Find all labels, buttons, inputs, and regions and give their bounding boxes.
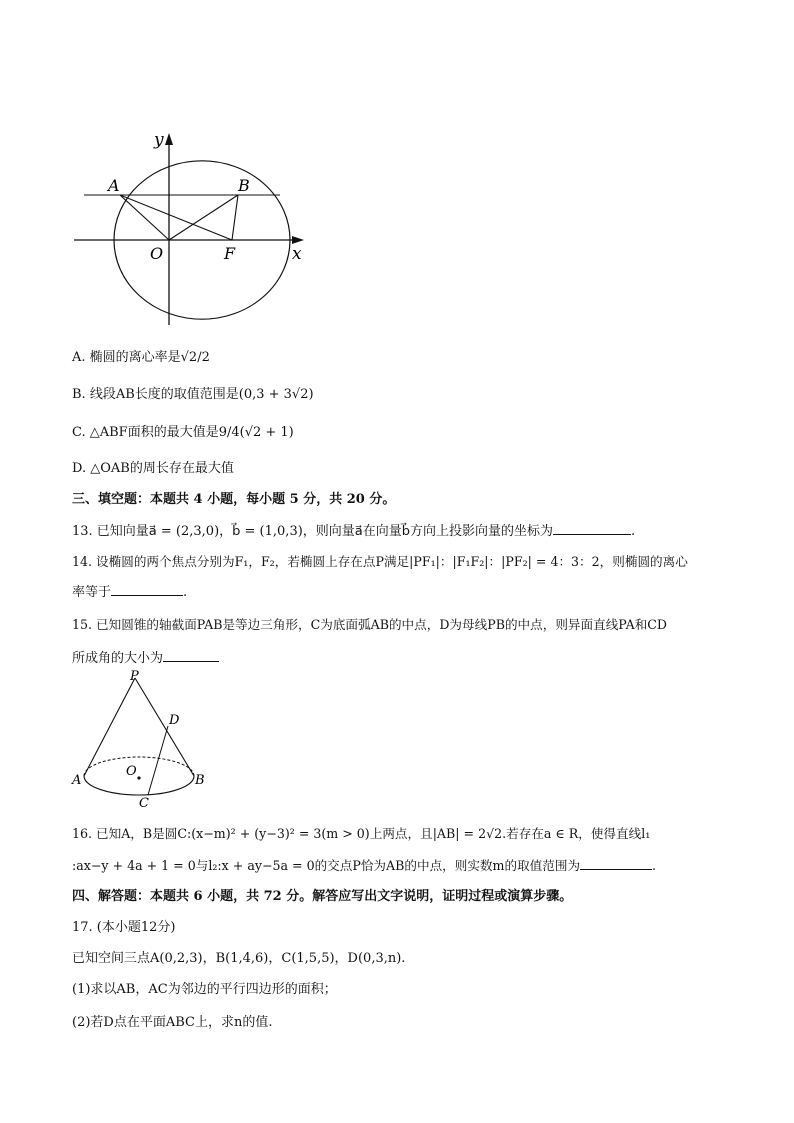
base-back-arc [84,757,194,776]
question-14-end: . [183,585,188,600]
option-c: C. △ABF面积的最大值是9/4(√2 + 1) [72,425,294,440]
label-a2: A [72,773,82,788]
label-x: x [292,244,302,264]
question-17-title: 17. (本小题12分) [72,920,176,935]
label-a: A [108,176,120,195]
question-14-text2: 率等于 [72,585,112,600]
question-13 [72,520,635,539]
segment-bf [232,195,238,240]
label-o: O [150,244,164,263]
question-13-text: 13. 已知向量a⃗ = (2,3,0)，b⃗ = (1,0,3)，则向量a⃗在向量b⃗方向上投影向量的坐标为 [72,524,554,539]
center-point-o [137,776,140,779]
option-a: A. 椭圆的离心率是√2/2 [72,350,210,365]
segment-ao [120,195,169,240]
x-axis-arrow [292,236,304,244]
answer-blank-16[interactable] [580,857,652,870]
question-14-line2 [72,581,187,600]
ellipse-figure [70,125,320,335]
answer-blank-14[interactable] [111,583,183,596]
question-16-line1: 16. 已知A，B是圆C:(x−m)² + (y−3)² = 3(m > 0)上两点，且|AB| = 2√2.若存在a ∈ R，使得直线l₁ [72,826,651,841]
question-17-part2: (2)若D点在平面ABC上，求n的值. [72,1015,273,1030]
option-d: D. △OAB的周长存在最大值 [72,461,234,476]
label-d: D [169,713,180,728]
segment-cd [148,726,168,795]
label-f: F [224,244,236,263]
question-16-text2: :ax−y + 4a + 1 = 0与l₂:x + ay−5a = 0的交点P恰为AB的中点，则实数m的取值范围为 [72,858,581,873]
answer-blank-15[interactable] [163,649,219,662]
label-y: y [154,130,164,150]
section-3-heading: 三、填空题：本题共 4 小题，每小题 5 分，共 20 分。 [72,492,396,507]
label-p: P [130,669,139,684]
question-17-part1: (1)求以AB，AC为邻边的平行四边形的面积； [72,982,337,997]
label-c: C [139,796,149,811]
question-17-stem: 已知空间三点A(0,2,3)，B(1,4,6)，C(1,5,5)，D(0,3,n). [72,951,406,966]
question-16-line2 [72,855,656,874]
question-13-end: . [631,524,636,539]
y-axis-arrow [165,133,173,145]
question-15-line1: 15. 已知圆锥的轴截面PAB是等边三角形，C为底面弧AB的中点，D为母线PB的中点，则异面直线PA和CD [72,617,668,632]
cone-figure [68,668,218,813]
question-15-text2: 所成角的大小为 [72,651,164,666]
answer-blank-13[interactable] [553,522,631,535]
generatrix-pb [135,678,194,776]
section-4-heading: 四、解答题：本题共 6 小题，共 72 分。解答应写出文字说明，证明过程或演算步骤。 [72,889,573,904]
segment-ob [169,195,238,240]
label-b2: B [195,773,205,788]
label-b: B [238,176,250,195]
generatrix-pa [84,678,135,776]
label-o2: O [126,764,137,779]
question-16-end: . [652,858,657,873]
option-b: B. 线段AB长度的取值范围是(0,3 + 3√2) [72,387,314,402]
question-14-line1: 14. 设椭圆的两个焦点分别为F₁，F₂，若椭圆上存在点P满足|PF₁|：|F₁F₂|：|PF₂| = 4：3：2，则椭圆的离心 [72,554,688,569]
question-15-line2 [72,647,219,666]
segment-af [120,195,232,240]
